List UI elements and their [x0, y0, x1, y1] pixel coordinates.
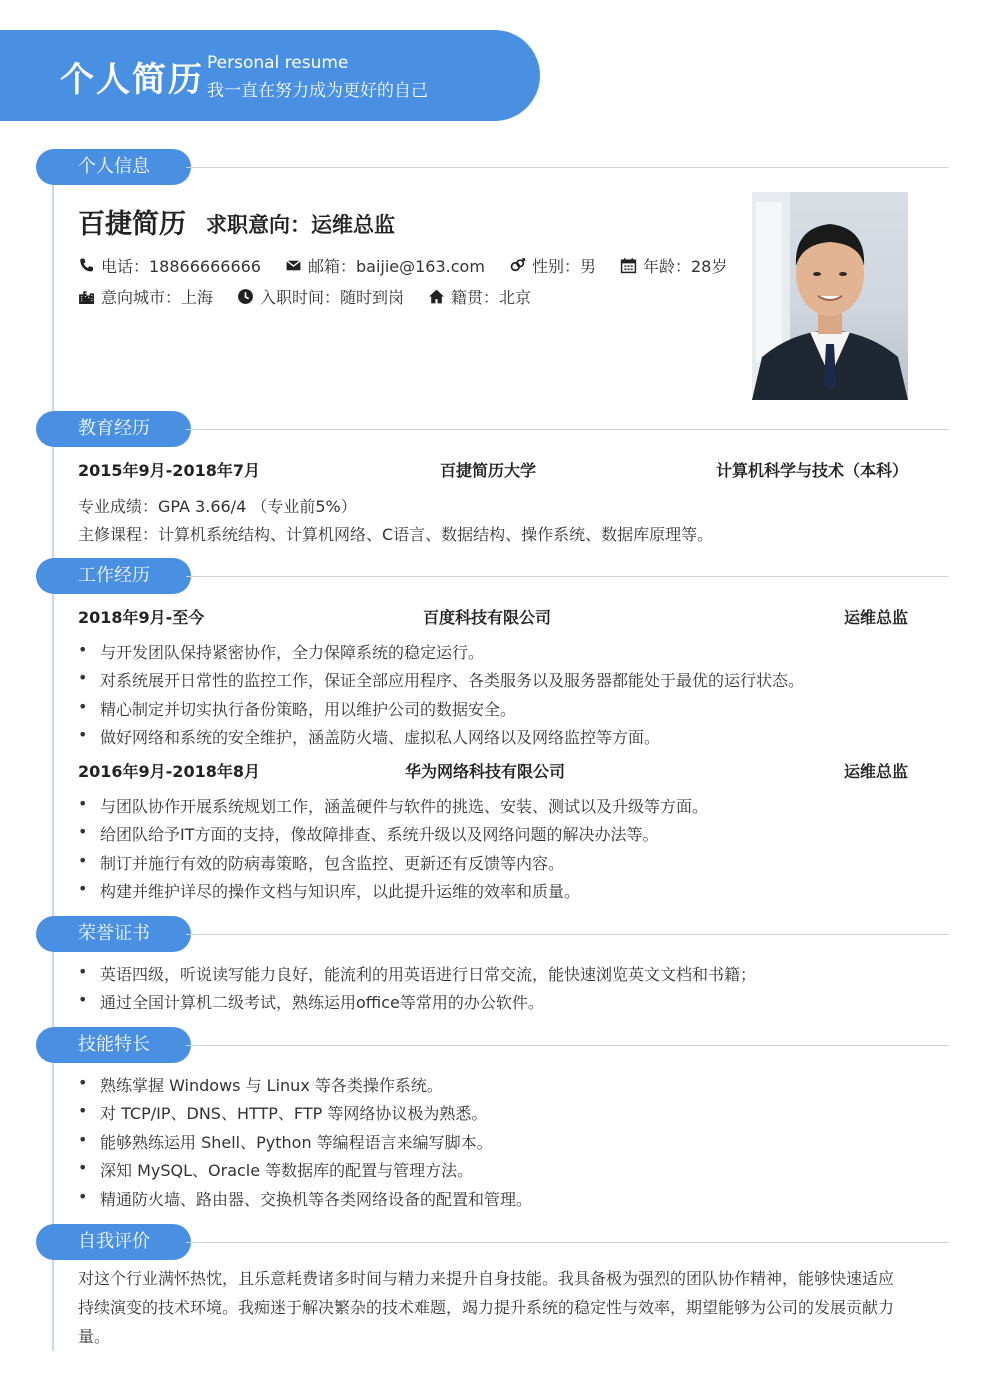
- section-divider: [186, 167, 949, 168]
- list-item: • 精通防火墙、路由器、交换机等各类网络设备的配置和管理。: [78, 1187, 532, 1210]
- phone-icon: [78, 257, 95, 274]
- list-item: • 深知 MySQL、Oracle 等数据库的配置与管理方法。: [78, 1158, 473, 1181]
- work-role: 运维总监: [843, 608, 908, 627]
- email-text: 邮箱：baijie@163.com: [307, 257, 485, 276]
- phone-text: 电话：18866666666: [101, 257, 261, 276]
- list-item: • 对 TCP/IP、DNS、HTTP、FTP 等网络协议极为熟悉。: [78, 1101, 487, 1124]
- job-intent: 求职意向：运维总监: [206, 213, 395, 237]
- list-item: • 通过全国计算机二级考试，熟练运用office等常用的办公软件。: [78, 990, 544, 1013]
- list-item: • 做好网络和系统的安全维护，涵盖防火墙、虚拟私人网络以及网络监控等方面。: [78, 725, 660, 748]
- calendar-icon: [620, 257, 637, 274]
- resume-subtitle-cn: 我一直在努力成为更好的自己: [207, 81, 428, 101]
- city-text: 意向城市：上海: [101, 288, 214, 307]
- section-divider: [186, 576, 949, 577]
- work-role: 运维总监: [843, 762, 908, 781]
- phone-info: [78, 254, 261, 277]
- city-info: [78, 285, 213, 308]
- education-major: 计算机科学与技术（本科）: [715, 461, 908, 480]
- age-text: 年龄：28岁: [642, 257, 728, 276]
- list-item: • 给团队给予IT方面的支持，像故障排查、系统升级以及网络问题的解决办法等。: [78, 822, 659, 845]
- education-courses: 主修课程：计算机系统结构、计算机网络、C语言、数据结构、操作系统、数据库原理等。: [78, 525, 714, 544]
- timeline-line: [52, 183, 54, 1351]
- list-item: • 制订并施行有效的防病毒策略，包含监控、更新还有反馈等内容。: [78, 851, 564, 874]
- contact-row-1: [78, 254, 727, 277]
- resume-title: 个人简历: [60, 60, 204, 100]
- section-divider: [186, 934, 949, 935]
- portrait-image: [752, 192, 908, 400]
- list-item: • 对系统展开日常性的监控工作，保证全部应用程序、各类服务以及服务器都能处于最优的运行状态。: [78, 668, 804, 691]
- education-school: 百捷简历大学: [440, 461, 537, 480]
- email-info: [285, 254, 485, 277]
- gender-icon: [509, 257, 526, 274]
- candidate-name: 百捷简历: [78, 209, 186, 240]
- work-company: 百度科技有限公司: [423, 608, 552, 627]
- section-divider: [186, 1045, 949, 1046]
- section-title-skills: 技能特长: [36, 1027, 191, 1063]
- gender-text: 性别：男: [531, 257, 596, 276]
- clock-icon: [237, 288, 254, 305]
- email-icon: [285, 257, 302, 274]
- section-title-info: 个人信息: [36, 149, 191, 185]
- city-icon: [78, 288, 95, 305]
- education-gpa: 专业成绩：GPA 3.66/4 （专业前5%）: [78, 497, 357, 516]
- list-item: • 能够熟练运用 Shell、Python 等编程语言来编写脚本。: [78, 1130, 493, 1153]
- native-info: [428, 285, 531, 308]
- native-text: 籍贯：北京: [451, 288, 532, 307]
- gender-info: [509, 254, 596, 277]
- section-title-work: 工作经历: [36, 558, 191, 594]
- contact-row-2: [78, 285, 531, 308]
- resume-subtitle-en: Personal resume: [207, 53, 349, 73]
- self-evaluation-text: 对这个行业满怀热忱，且乐意耗费诸多时间与精力来提升自身技能。我具备极为强烈的团队协作精神，能够快速适应持续演变的技术环境。我痴迷于解决繁杂的技术难题，竭力提升系统的稳定性与效率，期望能够为公司的发展贡献力量。: [78, 1269, 895, 1346]
- section-title-education: 教育经历: [36, 411, 191, 447]
- education-period: 2015年9月-2018年7月: [78, 461, 260, 480]
- work-company: 华为网络科技有限公司: [405, 762, 566, 781]
- start-info: [237, 285, 404, 308]
- section-title-self: 自我评价: [36, 1224, 191, 1260]
- list-item: • 熟练掌握 Windows 与 Linux 等各类操作系统。: [78, 1073, 443, 1096]
- section-title-honors: 荣誉证书: [36, 916, 191, 952]
- start-text: 入职时间：随时到岗: [260, 288, 405, 307]
- age-info: [620, 254, 727, 277]
- section-divider: [186, 1242, 949, 1243]
- work-period: 2018年9月-至今: [78, 608, 205, 627]
- section-divider: [186, 429, 949, 430]
- profile-photo: [752, 192, 908, 400]
- list-item: • 英语四级，听说读写能力良好，能流利的用英语进行日常交流，能快速浏览英文文档和书籍；: [78, 962, 756, 985]
- list-item: • 与团队协作开展系统规划工作，涵盖硬件与软件的挑选、安装、测试以及升级等方面。: [78, 794, 708, 817]
- list-item: • 构建并维护详尽的操作文档与知识库，以此提升运维的效率和质量。: [78, 879, 580, 902]
- list-item: • 精心制定并切实执行备份策略，用以维护公司的数据安全。: [78, 697, 516, 720]
- home-icon: [428, 288, 445, 305]
- list-item: • 与开发团队保持紧密协作，全力保障系统的稳定运行。: [78, 640, 484, 663]
- work-period: 2016年9月-2018年8月: [78, 762, 260, 781]
